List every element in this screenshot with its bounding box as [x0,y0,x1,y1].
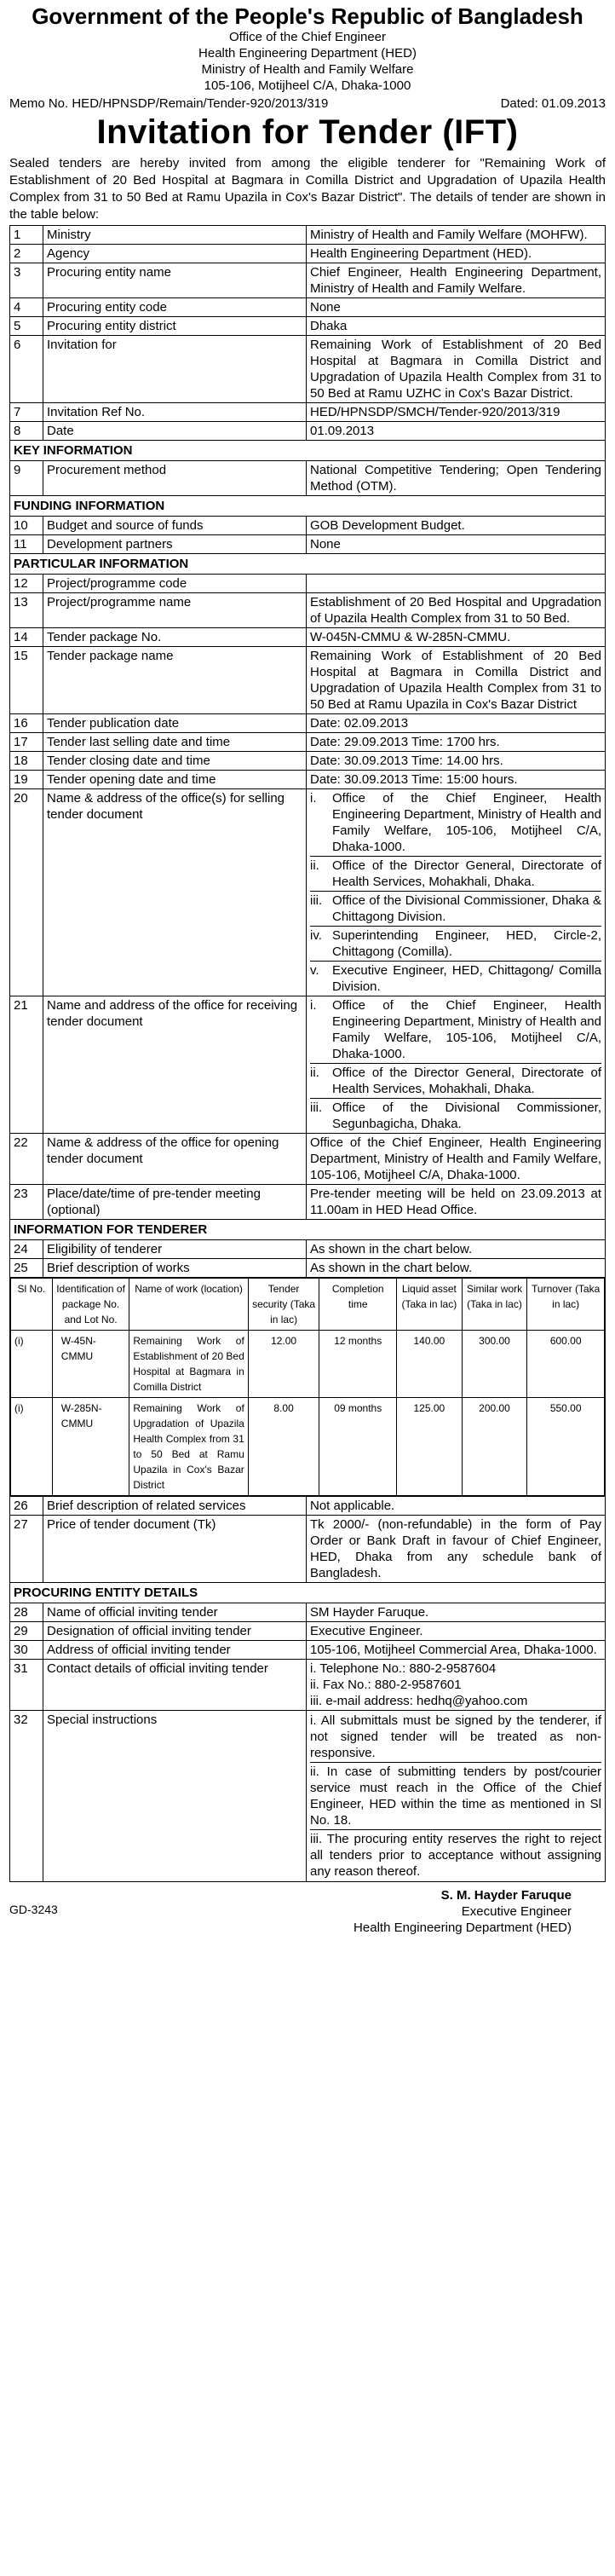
section-title: PARTICULAR INFORMATION [10,554,606,575]
list-item [310,996,601,1064]
section-header [10,441,606,461]
row-value: Pre-tender meeting will be held on 23.09.2013 at 11.00am in HED Head Office. [307,1185,606,1220]
row-value: None [307,298,606,317]
row-number: 2 [10,245,43,263]
row-value [307,1711,606,1882]
list-text: Office of the Director General, Directorate of Health Services, Mohakhali, Dhaka. [332,1066,601,1096]
row-value: Health Engineering Department (HED). [307,245,606,263]
section-title: PROCURING ENTITY DETAILS [10,1583,606,1603]
column-header: Tender security (Taka in lac) [248,1279,319,1331]
row-label: Name & address of the office for opening tender document [43,1134,307,1185]
column-header: Completion time [319,1279,397,1331]
list-text: Office of the Chief Engineer, Health Engineering Department, Ministry of Health and Family Welfare, 105-106, Motijheel C/A, Dhaka-1000. [332,998,601,1061]
cell-name: Remaining Work of Establishment of 20 Bed Hospital at Bagmara in Comilla District [129,1331,248,1398]
row-number: 18 [10,752,43,771]
row-number: 31 [10,1660,43,1711]
list-text: Executive Engineer, HED, Chittagong/ Comilla Division. [332,963,601,994]
telephone-number: i. Telephone No.: 880-2-9587604 [310,1661,497,1676]
row-value [307,1660,606,1711]
cell-id: W-45N-CMMU [52,1331,129,1398]
section-title: INFORMATION FOR TENDERER [10,1220,606,1240]
row-number: 14 [10,628,43,647]
column-header: Similar work (Taka in lac) [462,1279,527,1331]
row-value: Establishment of 20 Bed Hospital and Upgradation of Upazila Health Complex from 31 to 50 Bed. [307,593,606,628]
list-text: Office of the Chief Engineer, Health Engineering Department, Ministry of Health and Family Welfare, 105-106, Motijheel C/A, Dhaka-1000. [332,791,601,854]
row-value: Remaining Work of Establishment of 20 Bed Hospital at Bagmara in Comilla District and Upgradation of Upazila Health Complex from 31 to 50 Bed at Ramu Upazila in Cox's Bazar District [307,647,606,714]
row-number: 6 [10,336,43,403]
row-label: Special instructions [43,1711,307,1882]
government-title: Government of the People's Republic of Bangladesh [32,3,583,29]
list-item [310,789,601,857]
row-number: 21 [10,996,43,1134]
table-row [10,1259,606,1278]
row-value: W-045N-CMMU & W-285N-CMMU. [307,628,606,647]
row-label: Price of tender document (Tk) [43,1516,307,1583]
column-header: Name of work (location) [129,1279,248,1331]
table-row [10,733,606,752]
row-number: 25 [10,1259,43,1278]
intro-paragraph: Sealed tenders are hereby invited from among the eligible tenderer for "Remaining Work of Establishment of 20 Bed Hospital at Bagmara in Comilla District and Upgradation of Upazila Health Complex from 31 to 50 Bed at Ramu Upazila in Cox's Bazar District". The details of tender are shown in the table below: [9,156,606,222]
list-item [310,927,601,962]
page-title: Invitation for Tender (IFT) [96,113,519,151]
table-row [10,1134,606,1185]
row-label: Ministry [43,226,307,245]
table-row [10,263,606,298]
row-number: 17 [10,733,43,752]
section-header [10,1220,606,1240]
cell-similar: 300.00 [462,1331,527,1398]
list-item [310,892,601,927]
list-number: ii. [310,858,319,873]
table-row [10,1497,606,1516]
office-name: Office of the Chief Engineer [229,30,386,44]
row-label: Project/programme code [43,575,307,593]
row-number: 8 [10,422,43,441]
table-row [10,403,606,422]
row-label: Development partners [43,535,307,554]
table-row [10,628,606,647]
list-number: i. [310,791,317,806]
cell-time: 09 months [319,1398,397,1496]
column-header: Sl No. [11,1279,53,1331]
row-value: Date: 29.09.2013 Time: 1700 hrs. [307,733,606,752]
row-number: 20 [10,789,43,996]
table-row [10,771,606,789]
row-value [307,996,606,1134]
cell-sl: (i) [11,1331,53,1398]
cell-turnover: 550.00 [527,1398,605,1496]
row-number: 29 [10,1622,43,1641]
table-row [10,714,606,733]
row-value: Remaining Work of Establishment of 20 Bed Hospital at Bagmara in Comilla District and Upgradation of Upazila Health Complex from 31 to 50 Bed at Ramu UZHC in Cox's Bazar District. [307,336,606,403]
row-value: Executive Engineer. [307,1622,606,1641]
cell-time: 12 months [319,1331,397,1398]
cell-turnover: 600.00 [527,1331,605,1398]
table-row [10,1516,606,1583]
list-number: iii. [310,1100,323,1115]
eligibility-chart [10,1278,605,1496]
row-number: 12 [10,575,43,593]
office-list [307,789,605,996]
section-header [10,496,606,517]
row-value: Ministry of Health and Family Welfare (MOHFW). [307,226,606,245]
row-label: Date [43,422,307,441]
row-value: None [307,535,606,554]
row-label: Address of official inviting tender [43,1641,307,1660]
table-row [10,789,606,996]
table-row [10,1185,606,1220]
row-value [307,789,606,996]
section-header [10,554,606,575]
cell-security: 8.00 [248,1398,319,1496]
list-text: Office of the Divisional Commissioner, Segunbagicha, Dhaka. [332,1100,601,1131]
chart-header-row [11,1279,605,1331]
row-label: Brief description of works [43,1259,307,1278]
memo-row [9,95,606,113]
table-row [10,336,606,403]
signatory-name: S. M. Hayder Faruque [440,1888,572,1903]
list-item [310,962,601,996]
table-row [10,1603,606,1622]
row-number: 16 [10,714,43,733]
row-label: Procuring entity district [43,317,307,336]
cell-liquid: 140.00 [397,1331,463,1398]
list-item [310,1064,601,1099]
table-row [10,226,606,245]
row-value [307,575,606,593]
row-value: Chief Engineer, Health Engineering Department, Ministry of Health and Family Welfare. [307,263,606,298]
row-value: As shown in the chart below. [307,1240,606,1259]
table-row [10,517,606,535]
row-label: Budget and source of funds [43,517,307,535]
column-header: Identification of package No. and Lot No. [52,1279,129,1331]
row-number: 26 [10,1497,43,1516]
row-label: Project/programme name [43,593,307,628]
row-label: Name & address of the office(s) for selling tender document [43,789,307,996]
table-row [10,1622,606,1641]
list-item [310,857,601,892]
row-label: Tender closing date and time [43,752,307,771]
row-number: 7 [10,403,43,422]
row-number: 19 [10,771,43,789]
table-row [11,1331,605,1398]
row-number: 10 [10,517,43,535]
section-title: FUNDING INFORMATION [10,496,606,517]
table-row [10,593,606,628]
table-row [10,1711,606,1882]
instruction-item: ii. In case of submitting tenders by post/courier service must reach in the Office of the Chief Engineer, HED within the time as mentioned in Sl No. 18. [310,1763,601,1830]
cell-id: W-285N-CMMU [52,1398,129,1496]
ministry-name: Ministry of Health and Family Welfare [201,62,414,77]
instruction-item: iii. The procuring entity reserves the right to reject all tenders prior to acceptance without assigning any reason thereof. [310,1832,601,1879]
table-row [10,245,606,263]
list-text: Superintending Engineer, HED, Circle-2, Chittagong (Comilla). [332,928,601,959]
memo-date: Dated: 01.09.2013 [500,96,606,111]
table-row [11,1398,605,1496]
signatory-title: Executive Engineer [461,1904,572,1919]
row-label: Name of official inviting tender [43,1603,307,1622]
instruction-item: i. All submittals must be signed by the tenderer, if not signed tender will be treated as non-responsive. [310,1712,601,1763]
list-number: ii. [310,1066,319,1080]
table-row [10,575,606,593]
row-number: 4 [10,298,43,317]
row-label: Place/date/time of pre-tender meeting (optional) [43,1185,307,1220]
email-address: iii. e-mail address: hedhq@yahoo.com [310,1694,528,1708]
fax-number: ii. Fax No.: 880-2-9587601 [310,1678,462,1692]
signature-block [9,1887,606,1936]
table-row [10,752,606,771]
row-number: 15 [10,647,43,714]
table-row [10,461,606,496]
tender-notice [9,0,606,1936]
signatory-department: Health Engineering Department (HED) [353,1920,572,1935]
footer-code: GD-3243 [9,1903,58,1916]
row-value: Not applicable. [307,1497,606,1516]
row-value: National Competitive Tendering; Open Tendering Method (OTM). [307,461,606,496]
row-label: Brief description of related services [43,1497,307,1516]
table-row [10,298,606,317]
cell-name: Remaining Work of Upgradation of Upazila Health Complex from 31 to 50 Bed at Ramu Upazila in Cox's Bazar District [129,1398,248,1496]
row-value: 01.09.2013 [307,422,606,441]
list-number: i. [310,998,317,1013]
row-value: Tk 2000/- (non-refundable) in the form of Pay Order or Bank Draft in favour of Chief Engineer, HED, Dhaka from any schedule bank of Bangladesh. [307,1516,606,1583]
row-number: 11 [10,535,43,554]
cell-security: 12.00 [248,1331,319,1398]
row-value: HED/HPNSDP/SMCH/Tender-920/2013/319 [307,403,606,422]
list-number: v. [310,963,319,978]
row-number: 9 [10,461,43,496]
list-number: iii. [310,893,323,908]
row-number: 24 [10,1240,43,1259]
row-label: Procuring entity name [43,263,307,298]
list-number: iv. [310,928,322,943]
row-value: Date: 30.09.2013 Time: 14.00 hrs. [307,752,606,771]
list-item [310,1099,601,1133]
lots-cell [10,1278,606,1497]
table-row [10,1641,606,1660]
row-number: 13 [10,593,43,628]
list-text: Office of the Divisional Commissioner, Dhaka & Chittagong Division. [332,893,601,924]
row-number: 3 [10,263,43,298]
cell-liquid: 125.00 [397,1398,463,1496]
row-number: 23 [10,1185,43,1220]
row-label: Invitation for [43,336,307,403]
table-row [10,535,606,554]
row-number: 22 [10,1134,43,1185]
row-value: GOB Development Budget. [307,517,606,535]
row-label: Invitation Ref No. [43,403,307,422]
department-name: Health Engineering Department (HED) [198,46,417,61]
row-label: Tender opening date and time [43,771,307,789]
row-value: SM Hayder Faruque. [307,1603,606,1622]
column-header: Liquid asset (Taka in lac) [397,1279,463,1331]
row-value: Date: 02.09.2013 [307,714,606,733]
cell-similar: 200.00 [462,1398,527,1496]
row-value: 105-106, Motijheel Commercial Area, Dhaka-1000. [307,1641,606,1660]
table-row [10,317,606,336]
list-text: Office of the Director General, Directorate of Health Services, Mohakhali, Dhaka. [332,858,601,889]
lots-row [10,1278,606,1497]
table-row [10,647,606,714]
row-number: 5 [10,317,43,336]
memo-number: Memo No. HED/HPNSDP/Remain/Tender-920/2013/319 [9,96,329,111]
row-value: Dhaka [307,317,606,336]
row-label: Contact details of official inviting tender [43,1660,307,1711]
table-row [10,422,606,441]
section-title: KEY INFORMATION [10,441,606,461]
column-header: Turnover (Taka in lac) [527,1279,605,1331]
row-label: Tender publication date [43,714,307,733]
row-number: 30 [10,1641,43,1660]
cell-sl: (i) [11,1398,53,1496]
row-value: As shown in the chart below. [307,1259,606,1278]
section-header [10,1583,606,1603]
row-value: Office of the Chief Engineer, Health Engineering Department, Ministry of Health and Family Welfare, 105-106, Motijheel C/A, Dhaka-1000. [307,1134,606,1185]
table-row [10,996,606,1134]
row-number: 27 [10,1516,43,1583]
row-label: Procurement method [43,461,307,496]
row-label: Name and address of the office for receiving tender document [43,996,307,1134]
row-number: 28 [10,1603,43,1622]
row-label: Agency [43,245,307,263]
table-row [10,1240,606,1259]
office-address: 105-106, Motijheel C/A, Dhaka-1000 [204,78,411,93]
office-list [307,996,605,1133]
row-label: Eligibility of tenderer [43,1240,307,1259]
row-number: 1 [10,226,43,245]
row-label: Procuring entity code [43,298,307,317]
row-label: Tender last selling date and time [43,733,307,752]
row-label: Tender package name [43,647,307,714]
row-label: Designation of official inviting tender [43,1622,307,1641]
table-row [10,1660,606,1711]
row-value: Date: 30.09.2013 Time: 15:00 hours. [307,771,606,789]
row-number: 32 [10,1711,43,1882]
row-label: Tender package No. [43,628,307,647]
tender-details-table [9,225,606,1882]
